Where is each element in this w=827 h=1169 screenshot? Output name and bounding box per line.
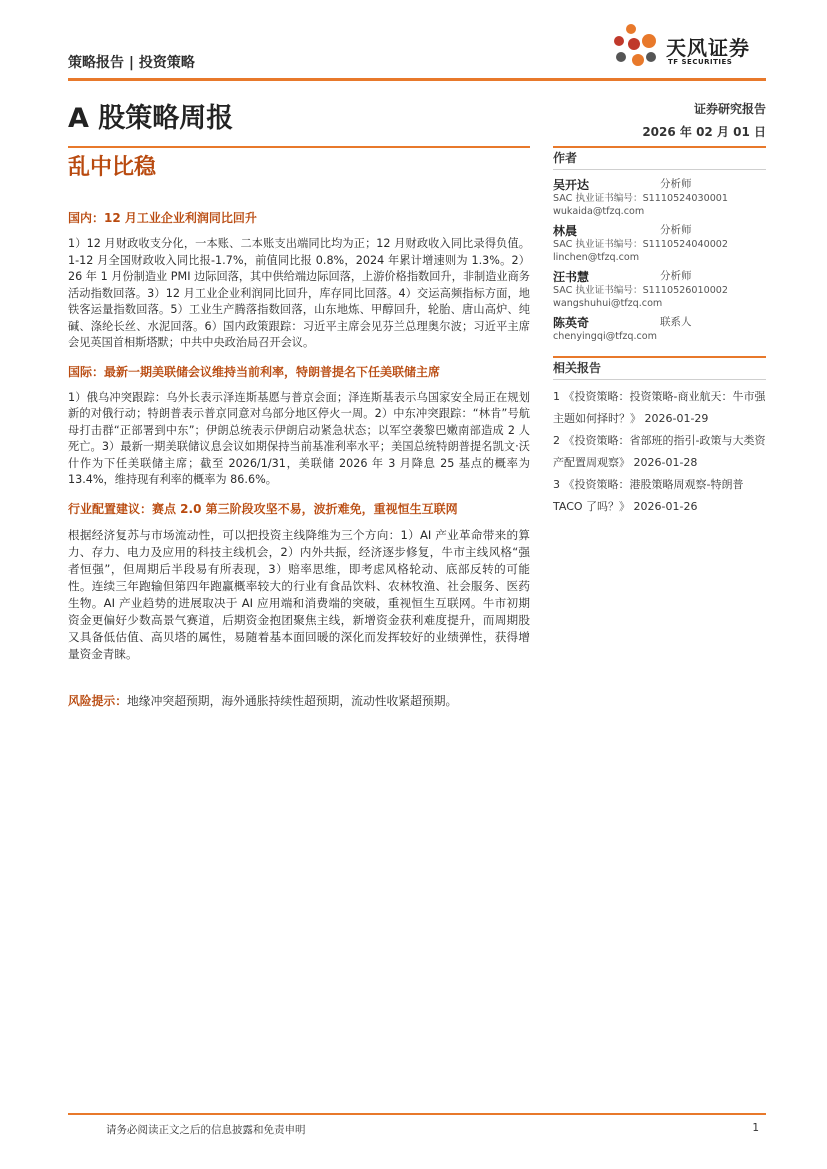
logo-text-en: TF SECURITIES bbox=[668, 58, 733, 66]
author-card bbox=[553, 222, 766, 264]
industry-paragraph: 根据经济复苏与市场流动性，可以把投资主线降维为三个方向：1）AI 产业革命带来的算力、存力、电力及应用的科技主线机会，2）内外共振，经济逐步修复，牛市主线风格“强者恒强”，但周期后半段易有所表现，3）赔率思维，即考虑风格轮动、底部反转的可能性。连续三年跑输但第四年跑赢概率较大的行业有食品饮料、农林牧渔、社会服务、医药生物。AI 产业趋势的进展取决于 AI 应用端和消费端的突破，重视恒生互联网。牛市初期资金更偏好少数高景气赛道，后期资金抱团聚焦主线，新增资金获利难度提升，而周期股又具备低估值、高贝塔的属性，易随着基本面回暖的深化而发挥较好的业绩弹性，获得增量资金青睐。 bbox=[68, 527, 530, 661]
report-date: 2026 年 02 月 01 日 bbox=[642, 125, 766, 139]
author-cert: SAC 执业证书编号：S1110526010002 bbox=[553, 285, 729, 296]
author-name: 林晨 bbox=[553, 224, 578, 238]
page-title: A 股策略周报 bbox=[68, 103, 234, 134]
international-paragraph: 1）俄乌冲突跟踪：乌外长表示泽连斯基愿与普京会面；泽连斯基表示乌国家安全局正在规划新的对俄行动；特朗普表示普京同意对乌部分地区停火一周。2）中东冲突跟踪：“林肯”号航母打击群“正部署到中东”；伊朗总统表示伊朗启动紧急状态；以军空袭黎巴嫩南部造成 2 人死亡。3）最新一期美联储议息会议如期保持当前基准利率水平；美国总统特朗普提名凯文·沃什作为下任美联储主席；截至 2026/1/31，美联储 2026 年 3 月降息 25 基点的概率为 13.4%，维持现有利率的概率为 86.6%。 bbox=[68, 390, 530, 486]
domestic-heading: 国内：12 月工业企业利润同比回升 bbox=[68, 211, 257, 225]
domestic-paragraph: 1）12 月财政收支分化，一本账、二本账支出端同比均为正；12 月财政收入同比录得负值。1-12 月全国财政收入同比报-1.7%，前值同比报 0.8%，2024 年累计增速则为 1.3%。2）26 年 1 月份制造业 PMI 边际回落，其中供给端边际回落，上游价格指数回升，非制造业商务活动指数回落。3）12 月工业企业利润同比回升，库存同比回落。4）交运高频指标方面，地铁客运量指数回落。5）工业生产腾落指数回落，山东地炼、甲醇回升，轮胎、唐山高炉、纯碱、涤纶长丝、水泥回落。6）国内政策跟踪：习近平主席会见芬兰总理奥尔波；习近平主席会见英国首相斯塔默；中共中央政治局召开会议。 bbox=[68, 237, 530, 349]
author-card bbox=[553, 314, 766, 344]
report-category: 策略报告 | 投资策略 bbox=[68, 55, 195, 71]
author-email[interactable]: linchen@tfzq.com bbox=[553, 251, 640, 263]
related-report-item[interactable]: 3 《投资策略：港股策略周观察-特朗普 TACO 了吗？》 2026-01-26 bbox=[553, 477, 744, 513]
author-role: 分析师 bbox=[660, 178, 692, 190]
author-role: 联系人 bbox=[660, 316, 692, 328]
page-number: 1 bbox=[752, 1122, 759, 1134]
logo-mark-icon bbox=[612, 24, 664, 74]
authors-heading: 作者 bbox=[553, 148, 766, 170]
author-name: 吴开达 bbox=[553, 178, 590, 192]
international-heading: 国际：最新一期美联储会议维持当前利率，特朗普提名下任美联储主席 bbox=[68, 364, 441, 379]
author-cert: SAC 执业证书编号：S1110524040002 bbox=[553, 239, 729, 250]
logo-text-cn: 天风证券 bbox=[666, 36, 750, 60]
header-divider bbox=[68, 78, 766, 81]
author-cert: SAC 执业证书编号：S1110524030001 bbox=[553, 193, 729, 204]
risk-text: 地缘冲突超预期，海外通胀持续性超预期，流动性收紧超预期。 bbox=[127, 693, 458, 708]
company-logo bbox=[612, 24, 762, 74]
author-email[interactable]: wangshuhui@tfzq.com bbox=[553, 297, 663, 309]
risk-label: 风险提示： bbox=[68, 693, 127, 708]
related-report-item[interactable]: 1 《投资策略：投资策略-商业航天：牛市强主题如何择时？》 2026-01-29 bbox=[553, 389, 766, 425]
title-divider bbox=[68, 146, 530, 148]
author-name: 陈英奇 bbox=[553, 316, 590, 330]
sidebar bbox=[553, 146, 766, 518]
risk-note bbox=[68, 693, 530, 710]
author-email[interactable]: chenyingqi@tfzq.com bbox=[553, 331, 658, 342]
author-email[interactable]: wukaida@tfzq.com bbox=[553, 205, 645, 217]
related-report-item[interactable]: 2 《投资策略：省部班的指引-政策与大类资产配置周观察》 2026-01-28 bbox=[553, 433, 766, 469]
author-card bbox=[553, 268, 766, 310]
footer-divider bbox=[68, 1113, 766, 1115]
main-content bbox=[68, 210, 530, 710]
author-role: 分析师 bbox=[660, 270, 692, 282]
industry-heading: 行业配置建议：赛点 2.0 第三阶段攻坚不易，波折难免，重视恒生互联网 bbox=[68, 501, 458, 516]
related-reports bbox=[553, 356, 766, 518]
page-subtitle: 乱中比稳 bbox=[68, 155, 157, 180]
author-role: 分析师 bbox=[660, 224, 692, 236]
author-card bbox=[553, 176, 766, 218]
footer-disclaimer: 请务必阅读正文之后的信息披露和免责申明 bbox=[106, 1124, 306, 1136]
report-type: 证券研究报告 bbox=[693, 102, 766, 116]
related-heading: 相关报告 bbox=[553, 358, 766, 380]
author-name: 汪书慧 bbox=[553, 270, 590, 284]
